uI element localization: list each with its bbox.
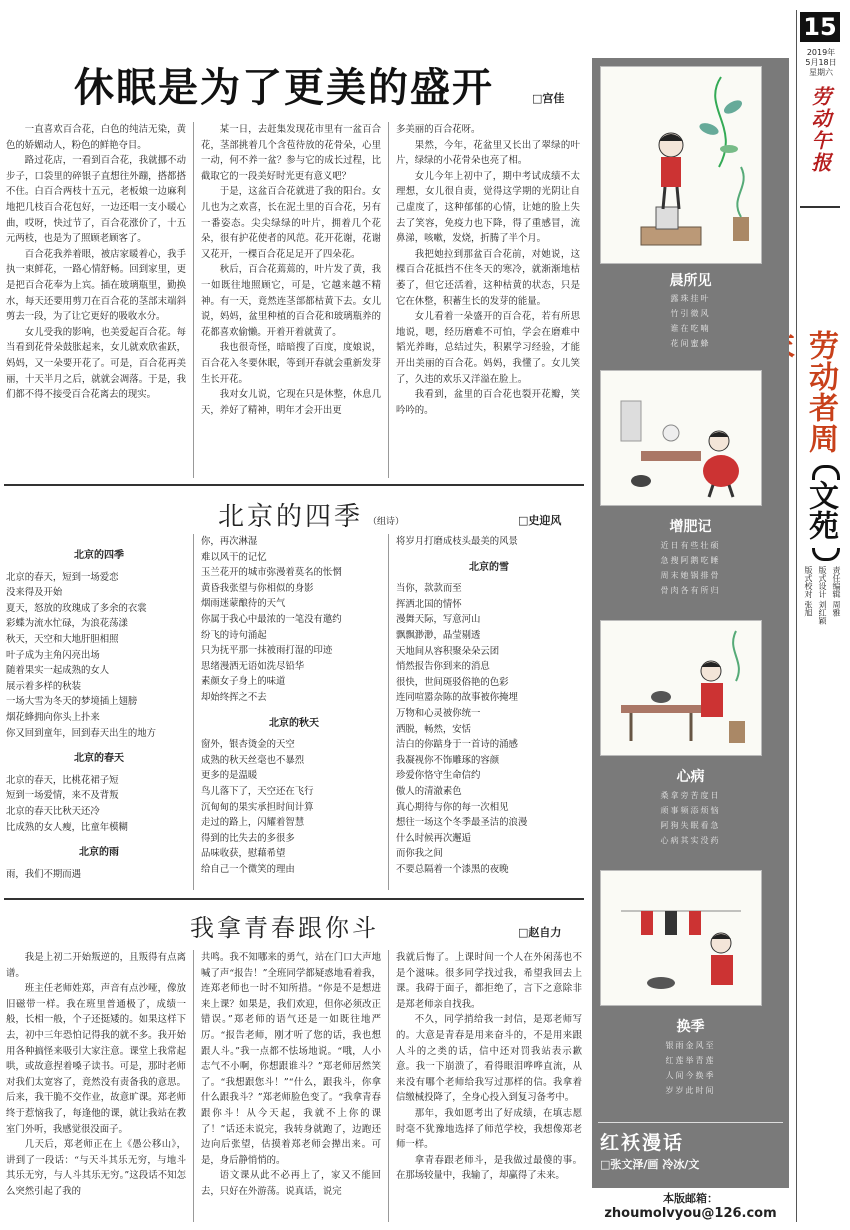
mailbox-label: 本版邮箱： — [663, 1192, 718, 1205]
page-number: 15 — [800, 12, 840, 42]
credit-proof: 版式校对 张旭 — [804, 566, 813, 617]
section-title: 劳动者周 — [803, 330, 838, 454]
article1-col3 — [396, 122, 580, 480]
paragraph: 语文课从此不必再上了，家又不能回去，只好在外游荡。说真话，说完 — [201, 1170, 381, 1197]
comic-sidebar — [592, 58, 789, 1188]
paragraph: 多美丽的百合花呀。 — [396, 124, 481, 135]
paragraph: 女儿看着一朵盛开的百合花，若有所思地说，嗯，经历磨难不可怕，学会在磨难中韬光养晦，总结过失，积累学习经验，才能开出美丽的百合花。妈妈，我懂了。女儿笑了，久违的欢乐又洋溢在脸上。 — [396, 311, 580, 385]
paragraph: 共鸣。我不知哪来的勇气，站在门口大声地喊了声“报告！”全班同学都疑惑地看着我，连郑老师也一时不知所措。“你是不是想进来上课？如果是，我们欢迎，但你必须改正错误。”郑老师的语气还是一如既往地严厉。“报告老师，刚才听了您的话，我也想跟人斗。”我一点都不怯场地说。“哦，人小志气不小啊，你想跟谁斗？”郑老师居然笑了。“我想跟您斗！”“什么，跟我斗，你拿什么跟我斗？”郑老师脸色变了。“我拿青春跟你斗！从今天起，我就不上你的课了！”话还未说完，我转身就跑了，边跑还边向后张望，估摸着郑老师会撵出来。可是，身后静悄悄的。 — [201, 952, 381, 1166]
article1-col2 — [201, 122, 381, 480]
poem-line: 我凝视你不饰雕琢的容颜 — [396, 754, 500, 766]
date-weekday: 星期六 — [809, 68, 833, 77]
article2-col3 — [396, 534, 582, 894]
verse-line: 岁岁此时间 — [665, 1086, 716, 1095]
poem-line: 素颜女子身上的味道 — [201, 676, 286, 688]
poem-line: 你属于我心中最浓的一笔没有邀约 — [201, 613, 342, 625]
verse-line: 露珠挂叶 — [670, 294, 711, 303]
comic-verse — [592, 291, 789, 351]
comic-series-title: 红袄漫话 — [600, 1132, 685, 1154]
poem-line: 北京的春天，短到一场爱恋 — [6, 571, 119, 583]
paragraph: 女儿今年上初中了，期中考试成绩不太理想，女儿很自责，觉得这学期的光阴让自己虚度了，这种郁郁的心情，让她的脸上失去了笑容，免疫力也下降，得了重感冒，流鼻涕，咳嗽，发烧，折腾了半个月。 — [396, 170, 580, 245]
verse-line: 谁在吃喃 — [670, 324, 711, 333]
credit-design: 版式设计 刘红颖 — [818, 566, 827, 625]
poem-line: 北京的春天比秋天还冷 — [6, 805, 100, 817]
date-day: 5月18日 — [805, 58, 837, 67]
verse-line: 银雨金风至 — [665, 1041, 716, 1050]
comic-series-credit: □张文泽/画 冷冰/文 — [600, 1158, 700, 1171]
poem-line: 窗外，银杏烫金的天空 — [201, 739, 295, 751]
comic-title: 增肥记 — [669, 519, 712, 535]
poem-section-heading: 北京的雪 — [469, 561, 509, 573]
poem-line: 天地间从容积聚朵朵云团 — [396, 645, 500, 657]
paragraph: 我把她拉到那盆百合花前，对她说，这棵百合花抵挡不住冬天的寒冷，就渐渐地枯萎了，但它还活着，这种枯黄的状态，只是它在休整，积蓄生长的发芽的能量。 — [396, 248, 580, 307]
comic-illustration — [601, 871, 761, 1005]
verse-line: 心病其实没药 — [660, 836, 721, 845]
article2-col1 — [6, 534, 192, 894]
verse-line: 近日有些壮硕 — [660, 541, 721, 550]
paragraph: 班主任老师姓郑，声音有点沙哑，像放旧磁带一样。我在班里普通极了，成绩一般，长相一般，个子还挺矮的。如果这样下去，初中三年恐怕记得我的就不多。我开始用各种搞怪来吸引大家注意。课堂上我常起哄，或故意捏着嗓子读书。可是，那时老师对我们太宽容了，竟然没有责备我的意思。后来，我干脆不交作业，故意旷课。郑老师终于惹恼我了，每逢他的课，就让我站在教室门外听，我感觉很没面子。 — [6, 983, 186, 1135]
poem-line: 只为抚平那一抹被雨打湿的印迹 — [201, 645, 333, 657]
poem-line: 玉兰花开的城市弥漫着莫名的怅惘 — [201, 567, 342, 579]
paragraph: 果然，今年，花盆里又长出了翠绿的叶片，绿绿的小花骨朵也亮了相。 — [396, 139, 580, 167]
poem-section-heading: 北京的雨 — [79, 847, 119, 859]
poem-line: 烟雨迷蒙酿待的天气 — [201, 598, 286, 610]
poem-line: 得到的比失去的多很多 — [201, 832, 295, 844]
poem-line: 真心期待与你的每一次相见 — [396, 801, 509, 813]
section-bracket-bottom — [812, 548, 840, 561]
section-subtitle: 文苑 — [803, 480, 838, 540]
comic-panel-gain-weight — [600, 370, 762, 506]
paragraph: 拿青春跟老师斗，是我做过最傻的事。在那场较量中，我输了，却赢得了未来。 — [396, 1154, 582, 1182]
poem-line: 珍爱你恪守生命信约 — [396, 770, 481, 782]
poem-line: 展示着多样的秋装 — [6, 680, 82, 692]
date-year: 2019年 — [806, 48, 836, 57]
article1-col1 — [6, 122, 186, 480]
comic-verse — [592, 788, 789, 848]
poem-section-heading: 北京的秋天 — [269, 717, 319, 729]
article3-byline: □赵自力 — [518, 926, 562, 939]
poem-line: 万物和心灵被你统一 — [396, 707, 481, 719]
poem-line: 北京的春天，比桃花裙子短 — [6, 774, 119, 786]
comic-title: 心病 — [676, 769, 705, 785]
comic-panel-morning — [600, 66, 762, 264]
article2-title: 北京的四季 — [218, 502, 364, 532]
poem-line: 很快，世间斑驳俗艳的色彩 — [396, 676, 509, 688]
poem-line: 彩蝶为流水忙碌，为浪花荡漾 — [6, 618, 128, 630]
poem-line: 想往一场这个冬季最圣洁的浪漫 — [396, 817, 528, 829]
article1-byline: □宫佳 — [532, 92, 565, 105]
poem-line: 短到一场爱情，来不及背叛 — [6, 790, 119, 802]
poem-line: 更多的是温暖 — [201, 770, 258, 782]
poem-line: 雨，我们不期而遇 — [6, 868, 82, 880]
credits — [800, 566, 846, 636]
verse-line: 骨肉各有所归 — [660, 586, 721, 595]
paragraph: 我对女儿说，它现在只是休整，休息几天，养好了精神，明年才会开出更 — [201, 389, 381, 416]
article3-col1 — [6, 950, 186, 1226]
poem-line: 你，再次淋湿 — [201, 536, 258, 547]
paragraph: 女儿受我的影响，也美爱起百合花。每当看到花骨朵鼓胀起来，女儿就欢欣雀跃，妈妈，又一朵要开花了。可是，百合花再美丽，十天半月之后，就就会凋落。于是，我们都不得不接受百合花离去的现实。 — [6, 326, 186, 401]
poem-line: 夏天，怒放的玫瑰成了多余的衣裳 — [6, 602, 147, 614]
article3-col3 — [396, 950, 582, 1226]
paragraph: 我看到，盆里的百合花也裂开花瓣，笑吟吟的。 — [396, 389, 580, 416]
poem-line: 给自己一个微笑的理由 — [201, 863, 295, 875]
poem-line: 洁白的你踮身于一首诗的涌感 — [396, 739, 518, 751]
article2-col2 — [201, 534, 387, 894]
poem-line: 漫舞天际，写意河山 — [396, 614, 481, 626]
paragraph: 秋后，百合花蔫蔫的，叶片发了黄，我一如既往地照顾它，可是，它越来越不精神。有一天，竟然连茎部都枯黄下去。女儿说，妈妈，盆里种植的百合花和玻璃瓶养的花都喜欢偷懒。开着开着就黄了。 — [201, 264, 381, 338]
paragraph: 那年，我如愿考出了好成绩，在填志愿时毫不犹豫地选择了师范学校，我想像郑老师一样。 — [396, 1107, 582, 1151]
newspaper-logo: 劳动午报 — [808, 86, 832, 174]
poem-line: 品味收获，慰藉希望 — [201, 848, 286, 860]
paragraph: 一直喜欢百合花，白色的纯洁无染，黄色的娇媚动人，粉色的鲜艳夺目。 — [6, 124, 186, 151]
poem-section-heading: 北京的四季 — [74, 550, 124, 561]
poem-line: 洒脱，畅然，安恬 — [396, 723, 472, 735]
article1-title: 休眠是为了更美的盛开 — [74, 65, 494, 111]
paragraph: 于是，这盆百合花就进了我的阳台。女儿也为之欢喜，长在泥土里的百合花，另有一番姿态。尖尖绿绿的叶片，拥着几个花朵，很有护花使者的风范。花开花谢，花谢又花开，一棵百合花足足开了四朵花。 — [201, 186, 381, 260]
poem-line: 一场大雪为冬天的梦境插上翅膀 — [6, 696, 138, 708]
verse-line: 桑拿旁苦度日 — [660, 791, 721, 800]
paragraph: 我就后悔了。上课时间一个人在外闲荡也不是个滋味。很多同学找过我，希望我回去上课。我碍于面子，都拒绝了，言下之意除非是郑老师亲自找我。 — [396, 952, 582, 1010]
poem-line: 飘飘渺渺，晶莹剔透 — [396, 629, 481, 641]
verse-line: 红莲举青莲 — [665, 1056, 716, 1065]
credit-editor: 责任编辑 周雅 — [832, 566, 841, 617]
comic-verse — [592, 1038, 789, 1098]
paragraph: 几天后，郑老师正在上《愚公移山》，讲到了一段话：“与天斗其乐无穷，与地斗其乐无穷，与人斗其乐无穷。”这段话不知怎么突然引起了我的 — [6, 1139, 186, 1197]
verse-line: 竹引微风 — [670, 309, 711, 318]
section-bracket — [812, 465, 840, 480]
poem-line: 悄然报告你到来的消息 — [396, 661, 490, 673]
verse-line: 人间今换季 — [665, 1071, 716, 1080]
poem-line: 比成熟的女人瘦，比童年模糊 — [6, 821, 128, 833]
poem-section-heading: 北京的春天 — [74, 753, 124, 765]
verse-line: 急搜阿鹅吃睡 — [660, 556, 721, 565]
paragraph: 某一日，去赶集发现花市里有一盆百合花，茎部挑着几个含苞待放的花骨朵，心里一动，何不养一盆？参与它的成长过程，比截取它的一段美好时光更有意义吧？ — [201, 124, 381, 182]
poem-line: 什么时候再次邂逅 — [396, 832, 472, 844]
article3-col2 — [201, 950, 381, 1226]
verse-line: 花间蜜蜂 — [670, 339, 711, 348]
paragraph: 我也很奇怪，暗暗搜了百度，度娘说，百合花入冬要休眠，等到开春就会重新发芽生长开花。 — [201, 342, 381, 385]
poem-line: 没来得及开始 — [6, 587, 63, 599]
article3-title: 我拿青春跟你斗 — [190, 914, 379, 942]
poem-line: 沉甸甸的果实承担时间计算 — [201, 801, 314, 813]
poem-line: 思绪漫洒无语如洗尽铅华 — [201, 660, 305, 672]
poem-line: 而你我之间 — [396, 848, 443, 860]
paragraph: 我是上初二开始叛逆的，且叛得有点离谱。 — [6, 952, 186, 979]
poem-line: 黄昏我张望与你相似的身影 — [201, 582, 314, 594]
verse-line: 阿狗失眠看急 — [660, 821, 721, 830]
paragraph: 百合花我养着眼，被店家暖着心，我手执一束鲜花，一路心情舒畅。回到家里，更是把百合花奉为上宾。插在玻璃瓶里，勤换水，每天还要用剪刀在百合花的茎部末端斜剪去一段，为了让它更好的吸收水分。 — [6, 248, 186, 323]
poem-line: 却始终挥之不去 — [201, 691, 267, 703]
poem-line: 纷飞的诗句涌起 — [201, 629, 267, 641]
mailbox-email[interactable]: zhoumolvyou@126.com — [604, 1206, 777, 1221]
poem-line: 挥洒北国的情怀 — [396, 598, 462, 610]
comic-panel-heart-disease — [600, 620, 762, 756]
article2-byline: □史迎风 — [518, 514, 562, 527]
poem-line: 叶子成为主角闪亮出场 — [6, 649, 100, 661]
verse-line: 周末她锅排骨 — [660, 571, 721, 580]
poem-line: 秋天，天空和大地肝胆相照 — [6, 633, 119, 645]
poem-line: 难以风干的记忆 — [201, 551, 267, 563]
poem-line: 成熟的秋天丝毫也不暴烈 — [201, 754, 305, 766]
poem-line: 走过的路上，闪耀着智慧 — [201, 817, 305, 829]
comic-verse — [592, 538, 789, 598]
poem-line: 不要总隔着一个漆黑的夜晚 — [396, 863, 509, 875]
issue-date — [796, 48, 846, 78]
poem-line: 你又回到童年，回到春天出生的地方 — [6, 727, 157, 739]
sidebar-divider — [598, 1122, 783, 1123]
comic-title: 换季 — [676, 1019, 705, 1035]
paragraph: 不久，同学捎给我一封信，是郑老师写的。大意是青春是用来奋斗的，不是用来跟人斗的之类的话，信中还对罚我站表示歉意。我一下崩溃了，看得眼泪哗哗直流，从来没有哪个老师给我写过那样的信。我拿着信缴械投降了，全身心投入到复习备考中。 — [396, 1014, 582, 1104]
comic-illustration — [601, 371, 761, 505]
article2-subtitle: （组诗） — [368, 517, 405, 527]
comic-panel-season-change — [600, 870, 762, 1006]
poem-line: 将岁月打磨成枝头最美的风景 — [396, 536, 518, 547]
poem-line: 当你，款款而至 — [396, 583, 462, 595]
comic-title: 晨所见 — [669, 273, 712, 289]
poem-line: 烟花蜂拥向你头上扑来 — [6, 711, 100, 723]
comic-illustration — [601, 621, 761, 755]
verse-line: 顽事频添烦恼 — [660, 806, 721, 815]
poem-line: 连同喧嚣杂陈的故事被你掩埋 — [396, 692, 518, 704]
poem-line: 傲人的清澈素色 — [396, 785, 462, 797]
comic-illustration — [601, 67, 761, 263]
poem-line: 鸟儿落下了，天空还在飞行 — [201, 785, 314, 797]
paragraph: 路过花店，一看到百合花，我就挪不动步子，口袋里的碎银子直想往外蹦，搭都搭不住。白百合两枝十五元，老板娘一边麻利地把几枝百合花包好，一边还唱一支小暖心曲，哎呀，快过节了，百合花涨价了，十五元两枝，也是为了照顾老顾客了。 — [6, 155, 186, 245]
poem-line: 随着果实一起成熟的女人 — [6, 665, 110, 677]
